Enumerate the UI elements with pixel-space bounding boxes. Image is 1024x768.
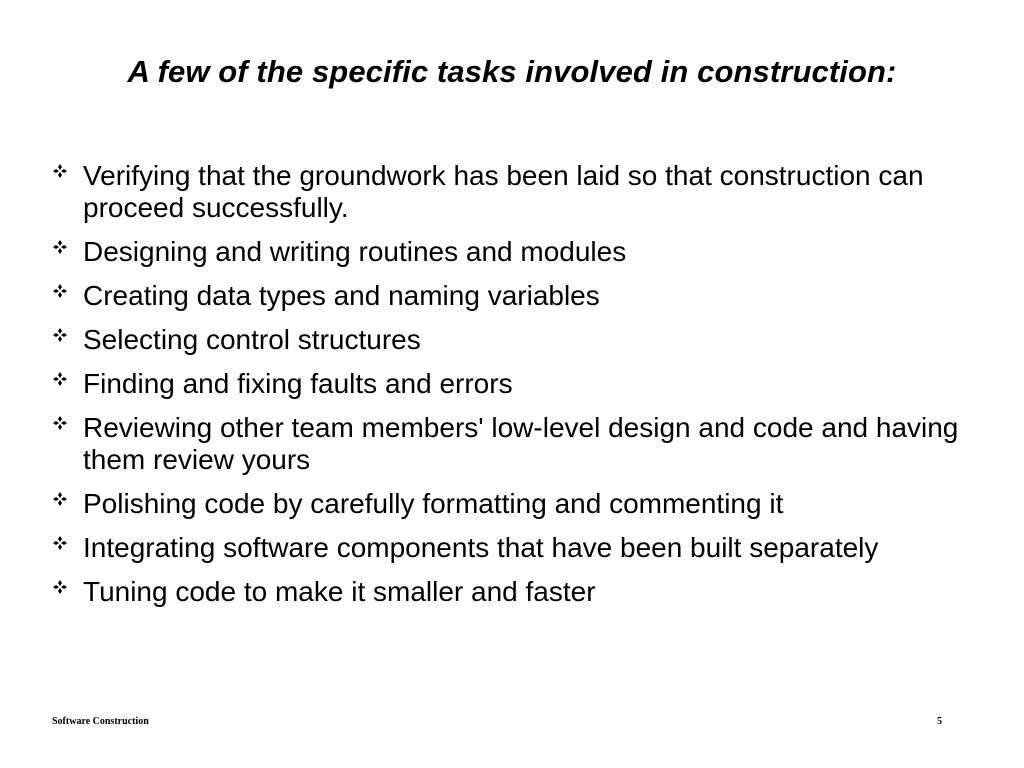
list-item-label: Polishing code by carefully formatting and commenting it: [83, 488, 784, 519]
four-diamond-bullet-icon: [52, 239, 68, 255]
list-item: [52, 488, 972, 520]
four-diamond-bullet-icon: [52, 283, 68, 299]
four-diamond-bullet-icon: [52, 327, 68, 343]
list-item: [52, 280, 972, 312]
four-diamond-bullet-icon: [52, 163, 68, 179]
list-item-label: Finding and fixing faults and errors: [83, 368, 513, 399]
list-item-label: Reviewing other team members' low-level design and code and having them review yours: [83, 412, 959, 475]
list-item: [52, 324, 972, 356]
list-item-label: Integrating software components that have been built separately: [83, 532, 879, 563]
four-diamond-bullet-icon: [52, 491, 68, 507]
list-item: [52, 532, 972, 564]
list-item: [52, 236, 972, 268]
list-item: [52, 576, 972, 608]
four-diamond-bullet-icon: [52, 579, 68, 595]
list-item-label: Designing and writing routines and modules: [83, 236, 627, 267]
list-item: [52, 160, 972, 224]
slide-title: A few of the specific tasks involved in construction:: [127, 54, 897, 89]
four-diamond-bullet-icon: [52, 535, 68, 551]
footer-page-number: 5: [937, 716, 942, 727]
list-item: [52, 412, 972, 476]
bullet-list: [52, 160, 972, 620]
footer-course-title: Software Construction: [52, 716, 149, 727]
list-item-label: Selecting control structures: [83, 324, 421, 355]
list-item-label: Tuning code to make it smaller and faster: [83, 576, 596, 607]
list-item-label: Verifying that the groundwork has been laid so that construction can proceed successfully.: [83, 160, 924, 223]
four-diamond-bullet-icon: [52, 415, 68, 431]
list-item-label: Creating data types and naming variables: [83, 280, 600, 311]
list-item: [52, 368, 972, 400]
four-diamond-bullet-icon: [52, 371, 68, 387]
